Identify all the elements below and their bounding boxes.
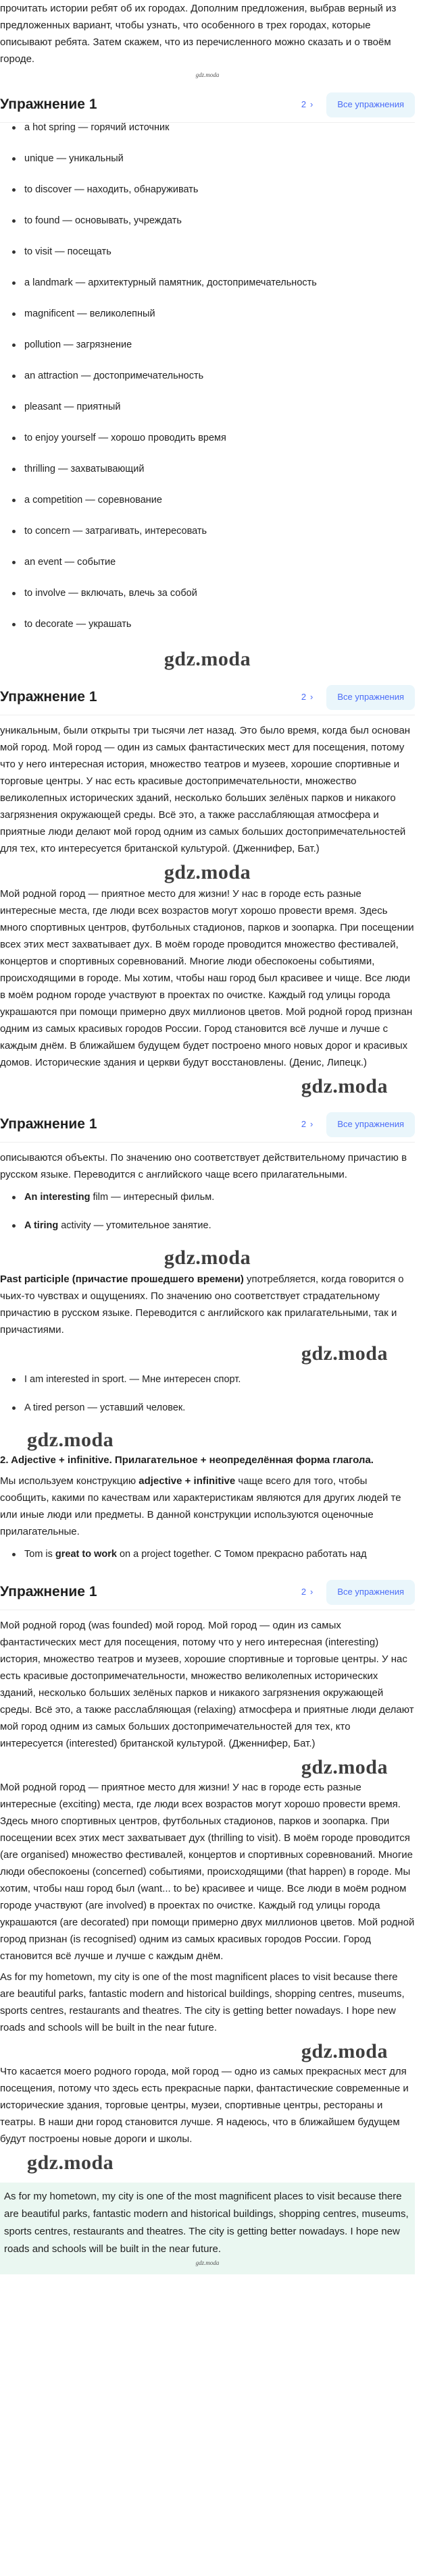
- watermark-big: gdz.moda: [27, 2152, 114, 2174]
- all-exercises-button[interactable]: Все упражнения: [326, 685, 415, 709]
- watermark-big: gdz.moda: [164, 861, 251, 883]
- chevron-right-icon: ›: [310, 99, 313, 110]
- list-item: to enjoy yourself — хорошо проводить время: [12, 431, 415, 445]
- watermark-big: gdz.moda: [301, 1756, 388, 1778]
- watermark-big: gdz.moda: [301, 2040, 388, 2062]
- chevron-right-icon: ›: [310, 1119, 313, 1130]
- list-item: thrilling — захватывающий: [12, 462, 415, 476]
- list-item: a hot spring — горячий источник: [12, 120, 415, 135]
- list-item: An interesting film — интересный фильм.: [12, 1190, 415, 1205]
- example-list: [0, 1547, 415, 1562]
- list-item: I am interested in sport. — Мне интересен спорт.: [12, 1372, 415, 1387]
- grammar-paragraph: Мы используем конструкцию adjective + infinitive чаще всего для того, чтобы сообщить, какими по качествам или характеристикам являются для других людей те или иные люди или предметы. В данной конструкции используются оценочные прилагательные.: [0, 1475, 401, 1537]
- list-item: unique — уникальный: [12, 151, 415, 166]
- watermark-big: gdz.moda: [301, 1342, 388, 1365]
- section-header: [0, 1575, 415, 1610]
- list-item: A tiring activity — утомительное занятие.: [12, 1218, 415, 1233]
- page-nav-button[interactable]: 2 ›: [301, 1587, 313, 1597]
- list-item: pleasant — приятный: [12, 400, 415, 414]
- page-nav-button[interactable]: 2 ›: [301, 692, 313, 703]
- intro-text: прочитать истории ребят об их городах. Дополним предложения, выбрав верный из предложенных вариант, чтобы узнать, что особенного в трех городах, которые описывают ребята. Затем скажем, что из перечисленного можно сказать и о твоём городе.: [0, 3, 397, 65]
- list-item: to found — основывать, учреждать: [12, 213, 415, 228]
- answer-paragraph: Мой родной город (was founded) мой город. Мой город — один из самых фантастических мест для посещения, потому что у него интересная (interesting) история, множество театров и музеев, хорошие спортивные и торговые центры. У нас есть красивые достопримечательности, множество великолепных исторических зданий, несколько больших зелёных парков и никакого загрязнения окружающей среды. Всё это, а также расслабляющая (relaxing) атмосфера и приятные люди делают мой город одним из самых больших достопримечательностей для тех, кто интересуется (interested) британской культурой. (Дженнифер, Бат.): [0, 1620, 414, 1749]
- list-item: to decorate — украшать: [12, 617, 415, 632]
- list-item: magnificent — великолепный: [12, 306, 415, 321]
- section-title: Упражнение 1: [0, 689, 97, 705]
- highlighted-answer: [0, 2183, 415, 2274]
- list-item: to discover — находить, обнаруживать: [12, 182, 415, 197]
- page-nav-button[interactable]: 2 ›: [301, 1119, 313, 1130]
- watermark-small: gdz.moda: [195, 2259, 220, 2266]
- grammar-paragraph: Past participle (причастие прошедшего времени) употребляется, когда говорится о чьих-то чувствах и ощущениях. По значению оно соответствует страдательному причастию в русском языке. Переводится с английского как прилагательными, так и причастиями.: [0, 1273, 404, 1336]
- section-title: Упражнение 1: [0, 97, 97, 113]
- section-header: [0, 680, 415, 715]
- section-title: Упражнение 1: [0, 1584, 97, 1600]
- all-exercises-button[interactable]: Все упражнения: [326, 1112, 415, 1136]
- translation-paragraph: Мой родной город — приятное место для жизни! У нас в городе есть разные интересные места, где люди всех возрастов могут хорошо провести время. Здесь много спортивных центров, футбольных стадионов, парков и зоопарка. При посещении всех этих мест захватывает дух. В моём городе проводится множество фестивалей, концертов и спортивных соревнований. Многие люди обеспокоены событиями, происходящими в городе. Мы хотим, чтобы наш город был красивее и чище. Все люди в моём родном городе участвуют в проектах по очистке. Каждый год улицы города украшаются при помощи примерно двух миллионов цветов. Мой родной город признан одним из самых красивых городов России. Город становится всё лучше и лучше с каждым днём. В ближайшем будущем будет построено много новых дорог и красивых домов. Исторические здания и церкви будут восстановлены. (Денис, Липецк.): [0, 888, 414, 1068]
- translation-paragraph: уникальным, были открыты три тысячи лет назад. Это было время, когда был основан мой город. Мой город — один из самых фантастических мест для посещения, потому что у него интересная история, множество театров и музеев, хорошие спортивные и торговые центры. У нас есть красивые достопримечательности, множество великолепных исторических зданий, несколько больших зелёных парков и никакого загрязнения окружающей среды. Всё это, а также расслабляющая атмосфера и приятные люди делают мой город одним из самых больших достопримечательностей для тех, кто интересуется британской культурой. (Дженнифер, Бат.): [0, 725, 411, 854]
- all-exercises-button[interactable]: Все упражнения: [326, 1580, 415, 1604]
- answer-paragraph: Мой родной город — приятное место для жизни! У нас в городе есть разные интересные (exciting) места, где люди всех возрастов могут хорошо провести время. Здесь много спортивных центров, футбольных стадионов, парков и зоопарка. При посещении всех этих мест захватывает дух (thrilling to visit). В моём городе проводится (are organised) множество фестивалей, концертов и спортивных соревнований. Многие люди обеспокоены (concerned) событиями, происходящими (that happen) в городе. Мы хотим, чтобы наш город был (want... to be) красивее и чище. Все люди в моём родном городе участвуют (are involved) в проектах по очистке. Каждый год улицы города украшаются (are decorated) при помощи примерно двух миллионов цветов. Мой родной город признан (is recognised) одним из самых красивых городов России. Город становится всё лучше и лучше с каждым днём.: [0, 1782, 415, 1962]
- answer-paragraph-en: As for my hometown, my city is one of the most magnificent places to visit because there are beautiful parks, fantastic modern and historical buildings, shopping centres, museums, sports centres, restaurants and theatres. The city is getting better nowadays. I hope new roads and schools will be built in the near future.: [4, 2191, 409, 2255]
- all-exercises-button[interactable]: Все упражнения: [326, 92, 415, 117]
- watermark-small: gdz.moda: [195, 72, 220, 78]
- chevron-right-icon: ›: [310, 1587, 313, 1597]
- watermark-big: gdz.moda: [164, 1246, 251, 1269]
- watermark-big: gdz.moda: [27, 1429, 114, 1451]
- example-list: [0, 1190, 415, 1233]
- list-item: pollution — загрязнение: [12, 337, 415, 352]
- answer-paragraph-en: As for my hometown, my city is one of the most magnificent places to visit because there are beautiful parks, fantastic modern and historical buildings, shopping centres, museums, sports centres, restaurants and theatres. The city is getting better nowadays. I hope new roads and schools will be built in the near future.: [0, 1971, 405, 2033]
- list-item: to concern — затрагивать, интересовать: [12, 524, 415, 539]
- list-item: an event — событие: [12, 555, 415, 570]
- section-header: [0, 88, 415, 123]
- section-title: Упражнение 1: [0, 1116, 97, 1132]
- grammar-paragraph: описываются объекты. По значению оно соответствует действительному причастию в русском языке. Переводится с английского чаще всего прилагательными.: [0, 1152, 407, 1180]
- list-item: Tom is great to work on a project together. С Томом прекрасно работать над: [12, 1547, 415, 1562]
- watermark-big: gdz.moda: [164, 648, 251, 670]
- answer-paragraph: Что касается моего родного города, мой город — одно из самых прекрасных мест для посещения, потому что здесь есть прекрасные парки, фантастические современные и исторические здания, торговые центры, музеи, спортивные центры, рестораны и театры. В наши дни город становится лучше. Я надеюсь, что в ближайшем будущем будут построены новые дороги и школы.: [0, 2066, 409, 2145]
- vocab-list: [0, 120, 415, 632]
- chevron-right-icon: ›: [310, 692, 313, 703]
- grammar-heading: 2. Adjective + infinitive. Прилагательное + неопределённая форма глагола.: [0, 1454, 374, 1466]
- list-item: an attraction — достопримечательность: [12, 368, 415, 383]
- list-item: a competition — соревнование: [12, 493, 415, 508]
- list-item: A tired person — уставший человек.: [12, 1400, 415, 1415]
- example-list: [0, 1372, 415, 1415]
- section-header: [0, 1107, 415, 1143]
- page-nav-button[interactable]: 2 ›: [301, 99, 313, 110]
- list-item: a landmark — архитектурный памятник, достопримечательность: [12, 275, 415, 290]
- list-item: to visit — посещать: [12, 244, 415, 259]
- list-item: to involve — включать, влечь за собой: [12, 586, 415, 601]
- watermark-big: gdz.moda: [301, 1075, 388, 1097]
